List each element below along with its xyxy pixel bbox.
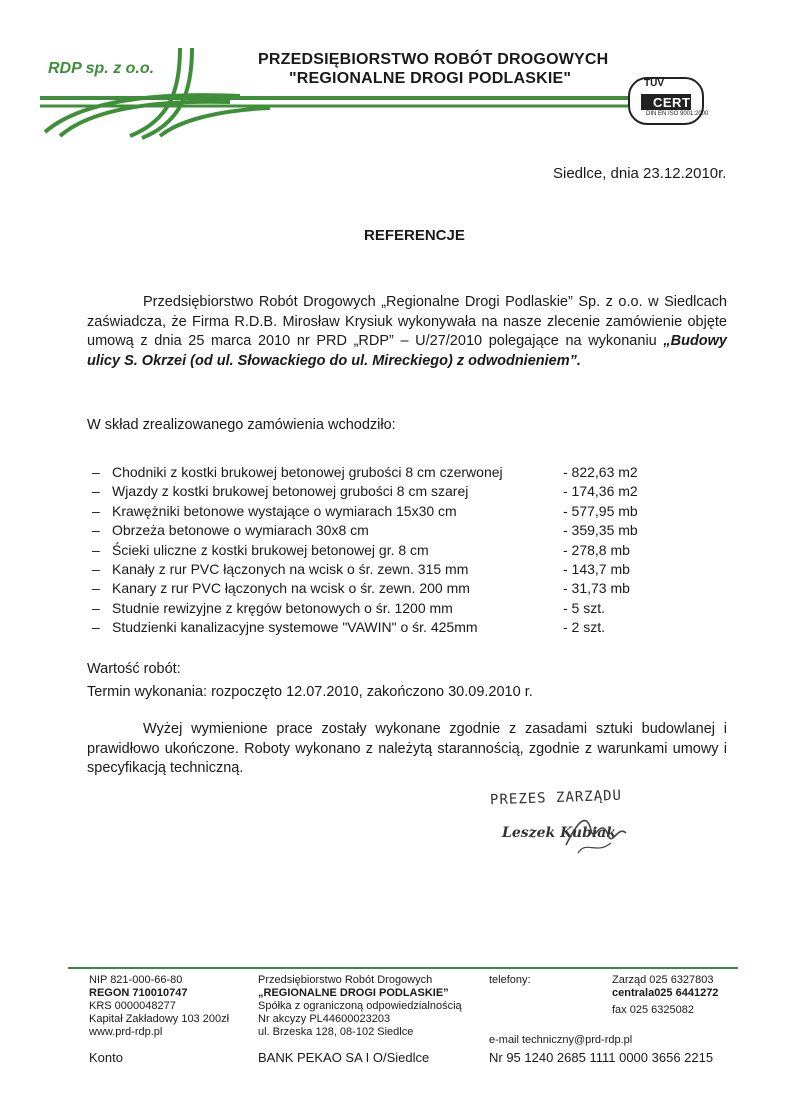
tuv-label: TÜV <box>644 78 664 89</box>
interchange-logo-icon <box>30 40 270 140</box>
term-line: Termin wykonania: rozpoczęto 12.07.2010, zakończono 30.09.2010 r. <box>87 684 533 700</box>
company-name-line2: "REGIONALNE DROGI PODLASKIE" <box>289 70 572 87</box>
list-bullet: – <box>92 483 100 500</box>
item-description: Studzienki kanalizacyjne systemowe "VAWIN" o śr. 425mm <box>112 619 478 636</box>
footer-bank: BANK PEKAO SA I O/Siedlce <box>258 1050 430 1065</box>
list-item <box>92 542 732 561</box>
handwritten-signature-icon <box>556 805 636 865</box>
item-quantity: - 143,7 mb <box>563 560 630 577</box>
list-bullet: – <box>92 580 100 597</box>
item-quantity: - 822,63 m2 <box>563 464 638 480</box>
item-description: Studnie rewizyjne z kręgów betonowych o śr. 1200 mm <box>112 599 453 616</box>
cert-standard: DIN EN ISO 9001:2000 <box>646 111 709 117</box>
item-quantity: - 174,36 m2 <box>563 483 638 500</box>
date-line: Siedlce, dnia 23.12.2010r. <box>553 165 727 182</box>
list-bullet: – <box>92 560 100 577</box>
list-bullet: – <box>92 522 100 539</box>
list-bullet: – <box>92 599 100 616</box>
item-description: Krawężniki betonowe wystające o wymiarach 15x30 cm <box>112 502 457 519</box>
list-item <box>92 503 732 522</box>
list-bullet: – <box>92 541 100 558</box>
footer-zarzad: Zarząd 025 6327803 <box>612 974 714 986</box>
footer-website: www.prd-rdp.pl <box>89 1026 163 1038</box>
footer-account: Nr 95 1240 2685 1111 0000 3656 2215 <box>489 1050 714 1065</box>
item-description: Kanały z rur PVC łączonych na wcisk o śr. zewn. 315 mm <box>112 560 469 577</box>
scope-list <box>92 464 732 639</box>
list-item <box>92 483 732 502</box>
item-description: Ścieki uliczne z kostki brukowej betonowej gr. 8 cm <box>112 541 429 558</box>
footer-krs: KRS 0000048277 <box>89 1000 176 1012</box>
footer-company-line3: Spółka z ograniczoną odpowiedzialnością <box>258 1000 462 1012</box>
footer-nip: NIP 821-000-66-80 <box>89 974 183 986</box>
footer-fax: fax 025 6325082 <box>612 1004 694 1016</box>
footer-phones-label: telefony: <box>489 974 531 986</box>
list-item <box>92 561 732 580</box>
document-title: REFERENCJE <box>364 227 465 244</box>
list-item <box>92 619 732 638</box>
header-rule <box>270 95 630 111</box>
footer-company <box>258 974 462 1039</box>
item-description: Kanary z rur PVC łączonych na wcisk o śr. zewn. 200 mm <box>112 580 470 597</box>
list-item <box>92 522 732 541</box>
company-name-line1: PRZEDSIĘBIORSTWO ROBÓT DROGOWYCH <box>258 51 609 68</box>
footer-email: e-mail techniczny@prd-rdp.pl <box>489 1034 633 1046</box>
item-description: Chodniki z kostki brukowej betonowej grubości 8 cm czerwonej <box>112 464 503 480</box>
item-quantity: - 31,73 mb <box>563 580 630 597</box>
list-item <box>92 464 732 483</box>
footer-phones <box>612 974 718 1000</box>
footer-regon: REGON 710010747 <box>89 987 188 999</box>
logo-text: RDP sp. z o.o. <box>48 60 155 77</box>
closing-paragraph: Wyżej wymienione prace zostały wykonane zgodnie z zasadami sztuki budowlanej i prawidłowo ukończone. Roboty wykonano z należytą starannością, zgodnie z warunkami umowy i specyfikacją techniczną. <box>87 721 727 776</box>
list-bullet: – <box>92 502 100 519</box>
stamp-role: PREZES ZARZĄDU <box>489 787 623 809</box>
item-quantity: - 359,35 mb <box>563 522 638 539</box>
item-quantity: - 278,8 mb <box>563 541 630 558</box>
footer-excise: Nr akcyzy PL44600023203 <box>258 1013 391 1025</box>
footer-company-line1: Przedsiębiorstwo Robót Drogowych <box>258 974 433 986</box>
intro-text: Przedsiębiorstwo Robót Drogowych „Regionalne Drogi Podlaskie” Sp. z o.o. w Siedlcach zaświadcza, że Firma R.D.B. Mirosław Krysiuk wykonywała na nasze zlecenie zamówienie objęte umową z dnia 25 marca 2010 nr PRD „RDP” – U/27/2010 polegające na wykonaniu <box>87 294 727 349</box>
item-description: Obrzeża betonowe o wymiarach 30x8 cm <box>112 522 369 539</box>
cert-label: CERT <box>653 95 691 110</box>
footer-konto: Konto <box>89 1050 123 1065</box>
footer-capital: Kapitał Zakładowy 103 200zł <box>89 1013 230 1025</box>
list-item <box>92 600 732 619</box>
intro-emphasis: „Budowy ulicy S. Okrzei (od ul. Słowackiego do ul. Mireckiego) z odwodnieniem”. <box>87 333 727 369</box>
item-quantity: - 5 szt. <box>563 599 606 616</box>
scope-heading: W skład zrealizowanego zamówienia wchodziło: <box>87 417 396 433</box>
stamp-name: Leszek Kubiak <box>502 825 616 841</box>
intro-paragraph <box>87 293 727 371</box>
item-description: Wjazdy z kostki brukowej betonowej grubości 8 cm szarej <box>112 483 469 500</box>
item-quantity: - 2 szt. <box>563 619 606 636</box>
footer-address: ul. Brzeska 128, 08-102 Siedlce <box>258 1026 414 1038</box>
footer-registration <box>89 974 229 1039</box>
value-line: Wartość robót: <box>87 661 181 677</box>
footer-divider <box>68 967 738 969</box>
list-item <box>92 580 732 599</box>
footer-centrala: centrala025 6441272 <box>612 987 719 999</box>
item-quantity: - 577,95 mb <box>563 502 638 519</box>
list-bullet: – <box>92 619 100 636</box>
footer-company-line2: „REGIONALNE DROGI PODLASKIE” <box>258 987 449 999</box>
list-bullet: – <box>92 464 100 480</box>
